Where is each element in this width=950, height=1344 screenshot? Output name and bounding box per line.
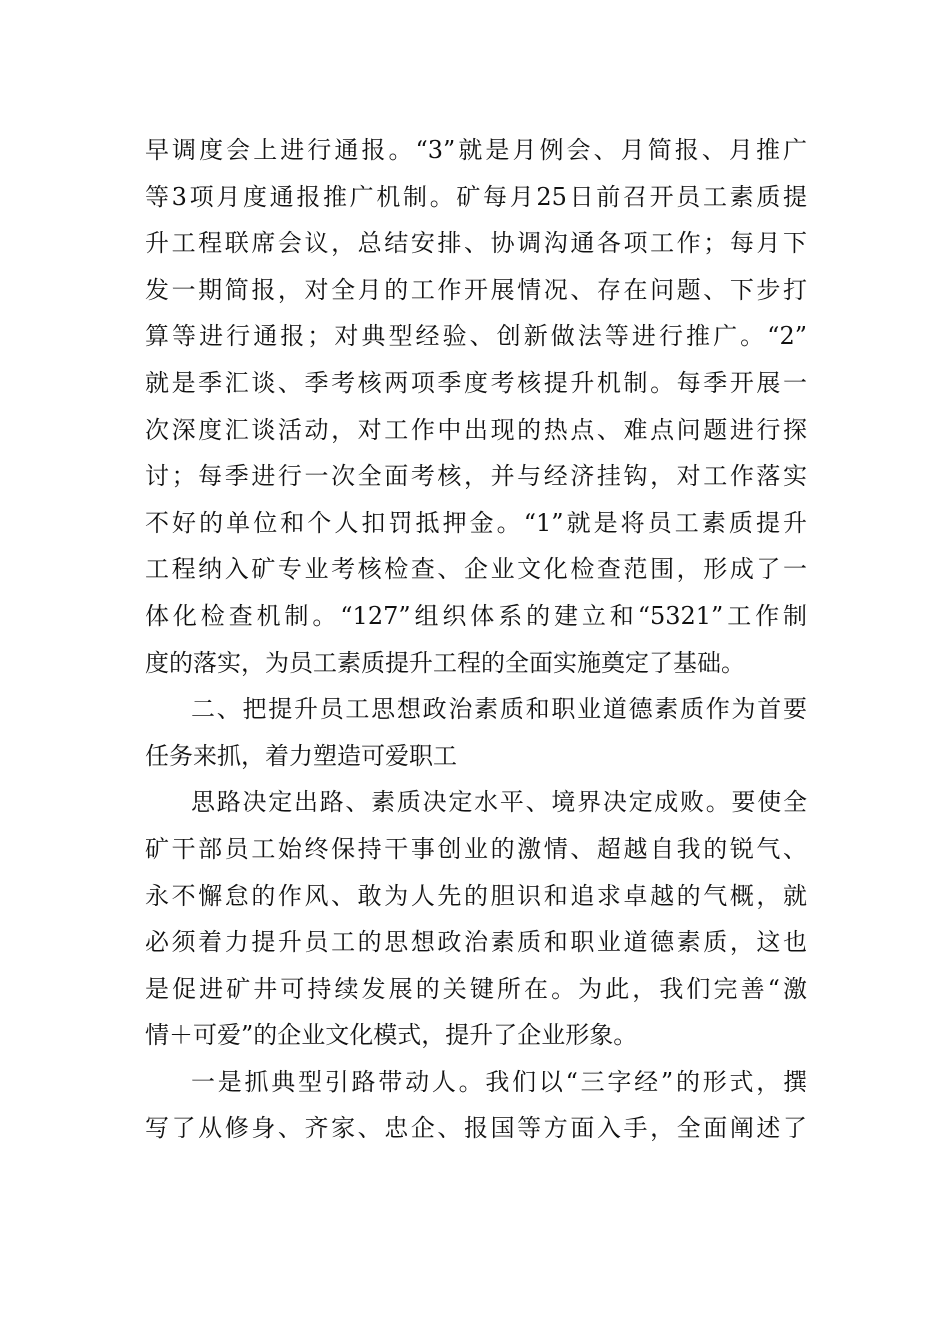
text-line: 情＋可爱”的企业文化模式，提升了企业形象。	[145, 1021, 638, 1050]
text-line: 永不懈怠的作风、敢为人先的胆识和追求卓越的气概，就	[145, 881, 807, 910]
text-line: 次深度汇谈活动，对工作中出现的热点、难点问题进行探	[145, 415, 807, 444]
section-heading-line: 二、把提升员工思想政治素质和职业道德素质作为首要	[191, 695, 807, 724]
text-line: 度的落实，为员工素质提升工程的全面实施奠定了基础。	[145, 648, 745, 677]
text-line: 升工程联席会议，总结安排、协调沟通各项工作；每月下	[145, 229, 807, 258]
text-line: 一是抓典型引路带动人。我们以“三字经”的形式，撰	[191, 1067, 807, 1096]
text-line: 等3项月度通报推广机制。矿每月25日前召开员工素质提	[145, 182, 807, 211]
text-line: 讨；每季进行一次全面考核，并与经济挂钩，对工作落实	[145, 462, 807, 491]
text-line: 写了从修身、齐家、忠企、报国等方面入手，全面阐述了	[145, 1114, 807, 1143]
text-line: 思路决定出路、素质决定水平、境界决定成败。要使全	[191, 788, 807, 817]
text-line: 就是季汇谈、季考核两项季度考核提升机制。每季开展一	[145, 368, 807, 397]
body-text	[145, 127, 807, 1152]
text-line: 矿干部员工始终保持干事创业的激情、超越自我的锐气、	[145, 834, 807, 863]
text-line: 必须着力提升员工的思想政治素质和职业道德素质，这也	[145, 928, 807, 957]
text-line: 工程纳入矿专业考核检查、企业文化检查范围，形成了一	[145, 555, 807, 584]
section-heading-line: 任务来抓，着力塑造可爱职工	[145, 741, 457, 770]
text-line: 发一期简报，对全月的工作开展情况、存在问题、下步打	[145, 275, 807, 304]
text-line: 体化检查机制。“127”组织体系的建立和“5321”工作制	[145, 601, 807, 630]
text-line: 是促进矿井可持续发展的关键所在。为此，我们完善“激	[145, 974, 807, 1003]
text-line: 早调度会上进行通报。“3”就是月例会、月简报、月推广	[145, 136, 807, 164]
text-line: 算等进行通报；对典型经验、创新做法等进行推广。“2”	[145, 322, 807, 351]
text-line: 不好的单位和个人扣罚抵押金。“1”就是将员工素质提升	[145, 508, 807, 537]
